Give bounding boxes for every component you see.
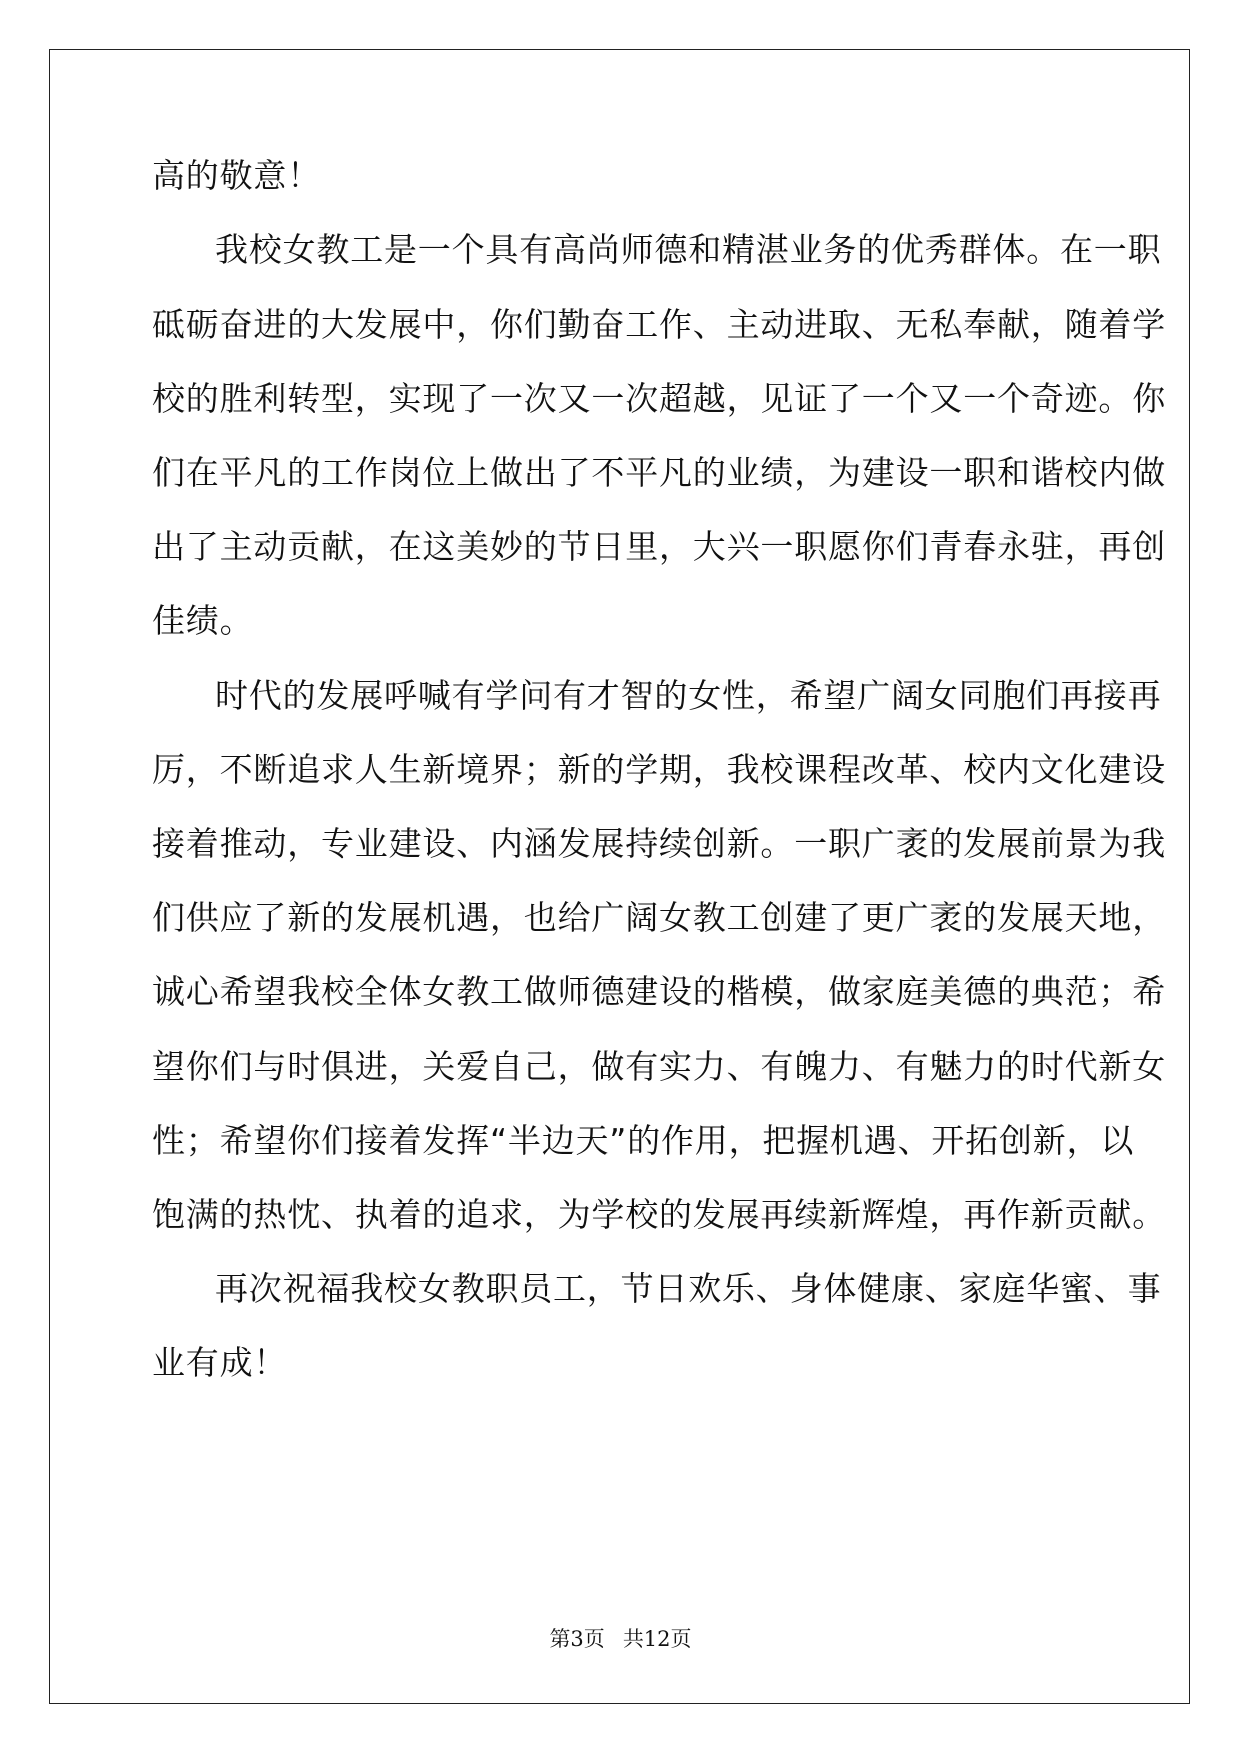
text-line: 出了主动贡献，在这美妙的节日里，大兴一职愿你们青春永驻，再创 [152,527,1166,566]
page-number: 第3页 [549,1627,605,1651]
paragraph-start-line: 时代的发展呼喊有学问有才智的女性，希望广阔女同胞们再接再 [215,676,1162,715]
text-line: 望你们与时俱进，关爱自己，做有实力、有魄力、有魅力的时代新女 [152,1047,1166,1086]
text-line: 佳绩。 [152,601,254,640]
text-line: 业有成！ [152,1343,288,1382]
text-line: 厉，不断追求人生新境界；新的学期，我校课程改革、校内文化建设 [152,750,1166,789]
page-footer [0,1626,1241,1652]
text-line: 砥砺奋进的大发展中，你们勤奋工作、主动进取、无私奉献，随着学 [152,305,1166,344]
paragraph-start-line: 我校女教工是一个具有高尚师德和精湛业务的优秀群体。在一职 [215,230,1162,269]
page-border [49,49,1190,1704]
text-line: 接着推动，专业建设、内涵发展持续创新。一职广袤的发展前景为我 [152,824,1166,863]
text-line: 高的敬意！ [152,156,321,195]
text-line: 性；希望你们接着发挥“半边天”的作用，把握机遇、开拓创新，以 [152,1121,1135,1160]
paragraph-start-line: 再次祝福我校女教职员工，节日欢乐、身体健康、家庭华蜜、事 [215,1269,1162,1308]
text-line: 们在平凡的工作岗位上做出了不平凡的业绩，为建设一职和谐校内做 [152,453,1166,492]
text-line: 饱满的热忱、执着的追求，为学校的发展再续新辉煌，再作新贡献。 [152,1195,1166,1234]
text-line: 诚心希望我校全体女教工做师德建设的楷模，做家庭美德的典范；希 [152,972,1166,1011]
page-total: 共12页 [622,1627,692,1651]
text-line: 校的胜利转型，实现了一次又一次超越，见证了一个又一个奇迹。你 [152,379,1166,418]
text-line: 们供应了新的发展机遇，也给广阔女教工创建了更广袤的发展天地， [152,898,1166,937]
